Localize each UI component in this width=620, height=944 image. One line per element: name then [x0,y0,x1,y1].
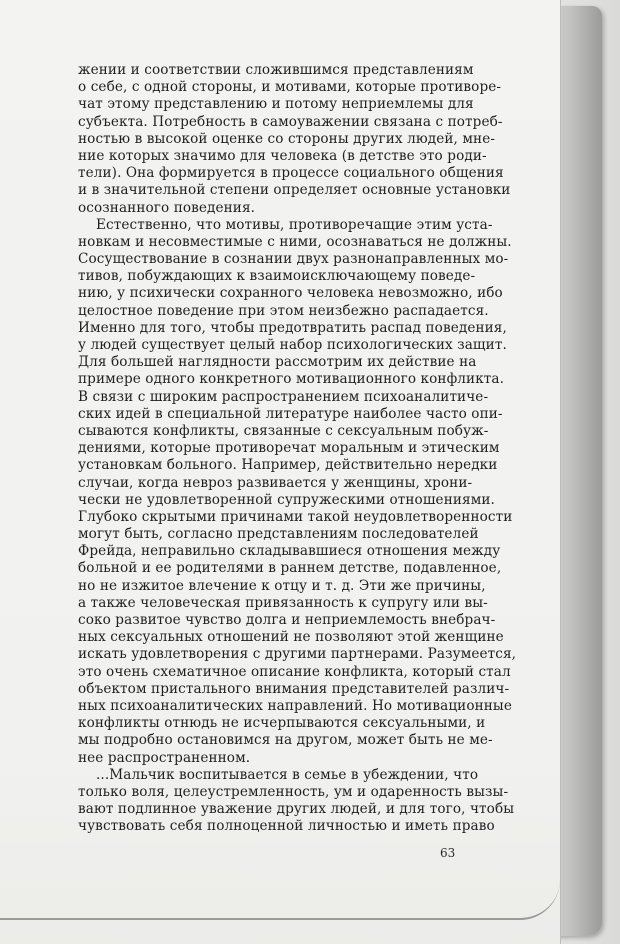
text-line: осознанного поведения. [78,199,256,216]
text-line: объектом пристального внимания представителей различ- [78,680,510,697]
text-line: у людей существует целый набор психологических защит. [78,337,507,353]
text-line: вают подлинное уважение других людей, и для того, чтобы [78,801,515,818]
text-line: сываются конфликты, связанные с сексуальным побуж- [78,422,489,439]
text-line: тели). Она формируется в процессе социального общения [78,165,504,182]
text-line: а также человеческая привязанность к супругу или вы- [78,594,488,611]
text-line: ных психоаналитических направлений. Но мотивационные [78,697,513,714]
text-line: нее распространенном. [78,749,251,766]
text-line: чат этому представлению и потому неприемлемы для [78,96,474,113]
text-line: только воля, целеустремленность, ум и одаренность вызы- [78,783,509,800]
page-number: 63 [440,846,456,860]
text-line: установкам больного. Например, действительно нередки [78,457,498,474]
text-line: примере одного конкретного мотивационного конфликта. [78,371,505,388]
text-line: нию, у психически сохранного человека невозможно, ибо [78,285,503,302]
text-line: новкам и несовместимые с ними, осознаваться не должны. [78,233,512,250]
text-line: но не изжитое влечение к отцу и т. д. Эти же причины, [78,577,486,594]
text-line: Фрейда, неправильно складывавшиеся отношения между [78,543,501,560]
text-line: больной и ее родителями в раннем детстве, подавленное, [78,560,502,577]
text-line: могут быть, согласно представлениям последователей [78,526,479,543]
text-line: ...Мальчик воспитывается в семье в убеждении, что [96,766,479,783]
text-line: субъекта. Потребность в самоуважении связана с потреб- [78,113,503,130]
text-line: Естественно, что мотивы, противоречащие этим уста- [96,216,493,233]
text-line: искать удовлетворения с другими партнерами. Разумеется, [78,646,517,663]
text-line: жении и соответствии сложившимся представлениям [78,62,474,78]
text-line: Сосуществование в сознании двух разнонаправленных мо- [78,251,509,268]
page-text [78,62,517,835]
text-line: о себе, с одной стороны, и мотивами, которые противоре- [78,79,502,96]
text-line: дениями, которые противоречат моральным и этическим [78,440,500,457]
text-line: ных сексуальных отношений не позволяют этой женщине [78,629,504,646]
text-line: Глубоко скрытыми причинами такой неудовлетворенности [78,508,513,525]
text-line: случаи, когда невроз развивается у женщины, хрони- [78,474,473,491]
text-line: это очень схематичное описание конфликта, который стал [78,663,511,680]
text-line: и в значительной степени определяет основные установки [78,182,511,199]
text-line: соко развитое чувство долга и неприемлемость внебрач- [78,612,496,628]
text-line: целостное поведение при этом неизбежно распадается. [78,302,489,319]
text-line: тивов, побуждающих к взаимоисключающему поведе- [78,268,476,285]
page-curl [0,878,560,920]
text-line: В связи с широким распространением психоаналитиче- [78,388,489,405]
text-line: конфликты отнюдь не исчерпываются сексуальными, и [78,715,486,732]
text-line: чувствовать себя полноценной личностью и иметь право [78,818,495,835]
text-line: ских идей в специальной литературе наиболее часто опи- [78,405,503,422]
text-line: ние которых значимо для человека (в детстве это роди- [78,147,487,164]
text-line: Именно для того, чтобы предотвратить распад поведения, [78,319,507,336]
text-line: ностью в высокой оценке со стороны других людей, мне- [78,130,496,147]
text-line: мы подробно остановимся на другом, может быть не ме- [78,732,493,749]
text-line: Для большей наглядности рассмотрим их действие на [78,354,477,371]
text-line: чески не удовлетворенной супружескими отношениями. [78,491,495,508]
